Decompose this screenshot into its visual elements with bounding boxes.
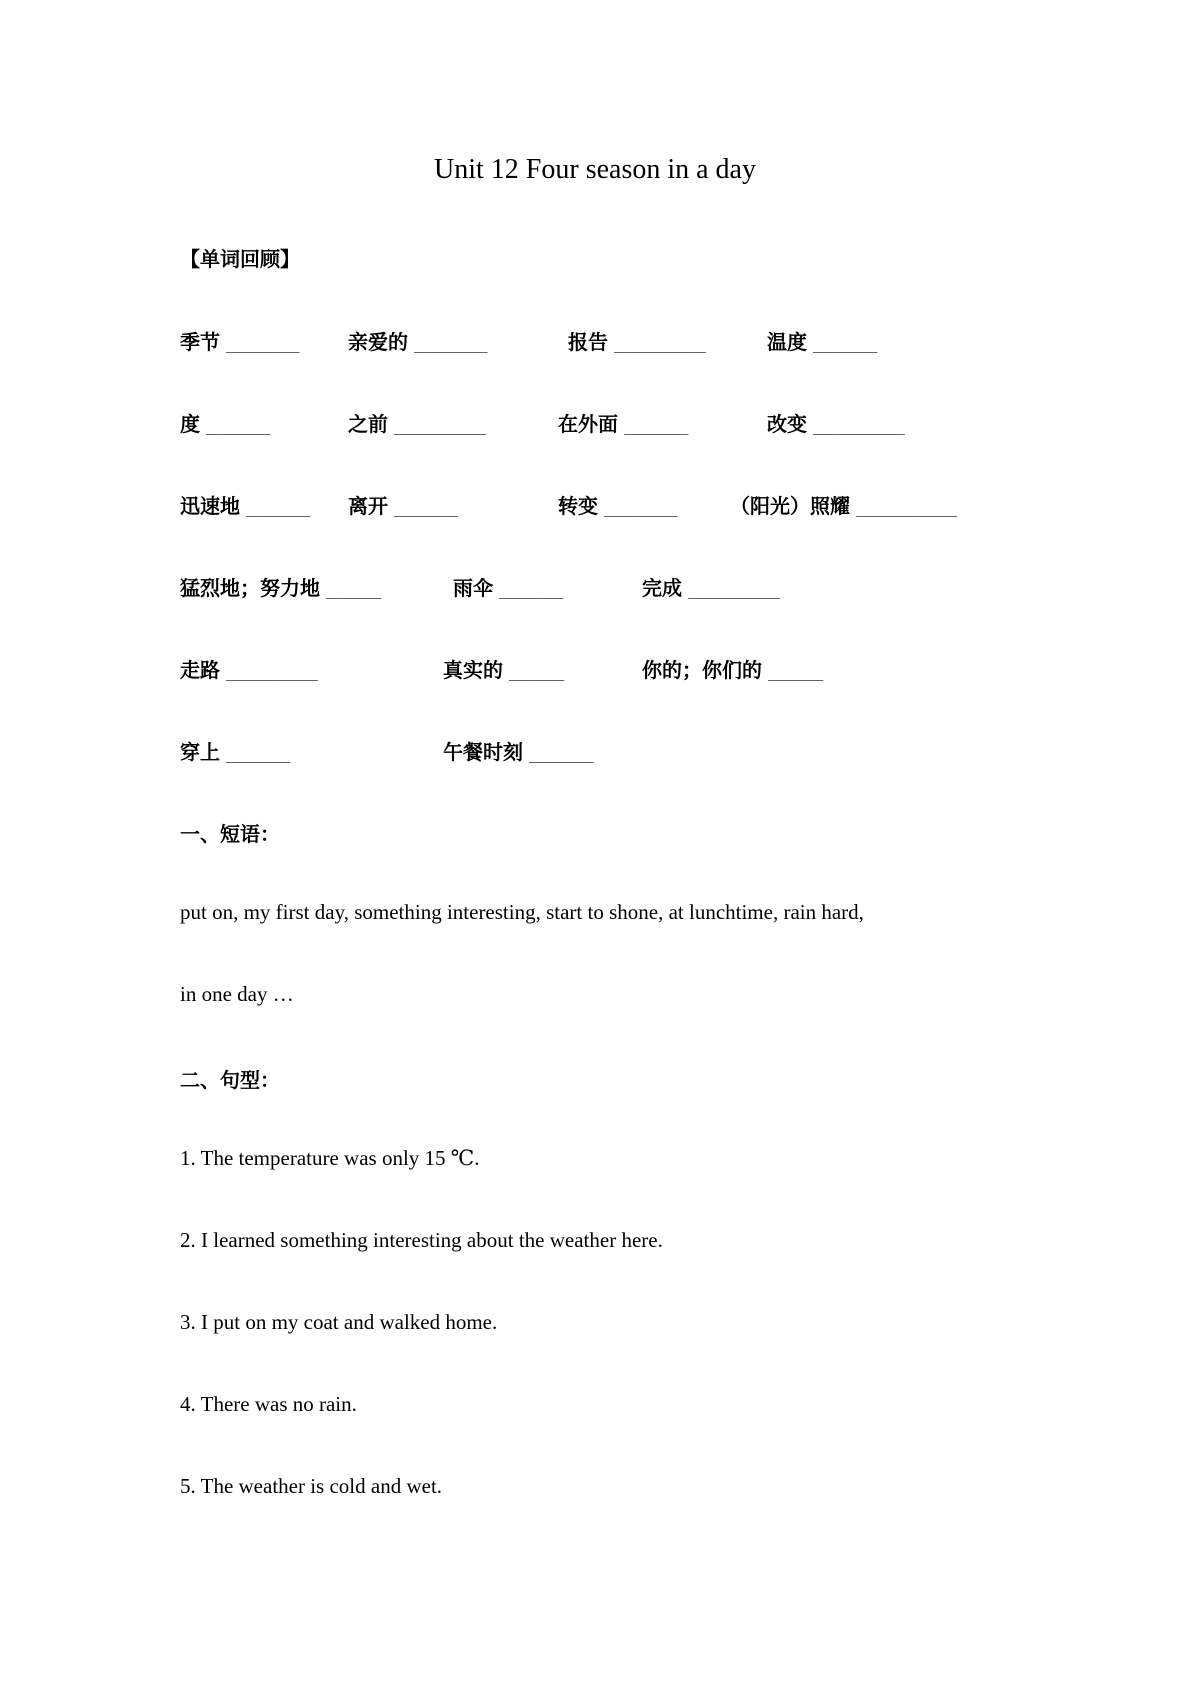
vocab-item	[767, 326, 877, 355]
phrases-heading: 一、短语：	[180, 822, 280, 846]
vocab-item	[443, 736, 593, 765]
sentences-heading: 二、句型：	[180, 1068, 280, 1092]
vocab-item	[180, 736, 290, 765]
vocab-blank: _______	[813, 334, 877, 353]
vocab-label: 猛烈地；努力地	[180, 576, 320, 600]
vocab-blank: ________	[226, 334, 300, 353]
vocab-blank: _______	[394, 498, 458, 517]
vocab-label: 改变	[767, 412, 807, 436]
vocab-blank: ___________	[856, 498, 957, 517]
vocab-item	[558, 408, 688, 437]
vocab-blank: _______	[246, 498, 310, 517]
vocab-blank: ________	[604, 498, 678, 517]
vocab-item	[642, 654, 823, 683]
vocab-blank: ________	[414, 334, 488, 353]
vocab-blank: __________	[688, 580, 780, 599]
vocab-item	[180, 654, 317, 683]
vocab-item	[180, 326, 299, 355]
vocab-blank: _______	[206, 416, 270, 435]
vocab-item	[568, 326, 705, 355]
vocab-item	[348, 408, 485, 437]
vocab-blank: _______	[226, 744, 290, 763]
sentence-item: 2. I learned something interesting about the weather here.	[180, 1228, 663, 1252]
vocab-label: 午餐时刻	[443, 740, 523, 764]
vocab-item	[443, 654, 564, 683]
vocab-blank: _______	[529, 744, 593, 763]
vocab-label: 迅速地	[180, 494, 240, 518]
vocab-label: 真实的	[443, 658, 503, 682]
vocab-label: 在外面	[558, 412, 618, 436]
vocab-label: 季节	[180, 330, 220, 354]
sentence-item: 3. I put on my coat and walked home.	[180, 1310, 498, 1334]
vocab-item	[180, 408, 270, 437]
vocab-item	[348, 490, 458, 519]
vocab-item	[767, 408, 904, 437]
vocab-label: 温度	[767, 330, 807, 354]
vocab-item	[348, 326, 487, 355]
vocab-label: 走路	[180, 658, 220, 682]
vocab-label: 穿上	[180, 740, 220, 764]
vocab-label: 亲爱的	[348, 330, 408, 354]
vocab-item	[453, 572, 563, 601]
vocab-blank: __________	[226, 662, 318, 681]
sentence-item: 1. The temperature was only 15 ℃.	[180, 1146, 480, 1170]
vocab-item	[730, 490, 956, 519]
vocab-label: 度	[180, 412, 200, 436]
vocab-label: 之前	[348, 412, 388, 436]
vocab-blank: __________	[813, 416, 905, 435]
sentence-item: 4. There was no rain.	[180, 1392, 357, 1416]
vocab-label: 离开	[348, 494, 388, 518]
phrase-line: put on, my first day, something interesting, start to shone, at lunchtime, rain hard,	[180, 900, 864, 924]
word-review-heading: 【单词回顾】	[180, 247, 300, 271]
vocab-label: 雨伞	[453, 576, 493, 600]
vocab-label: 报告	[568, 330, 608, 354]
vocab-label: （阳光）照耀	[730, 494, 850, 518]
sentence-item: 5. The weather is cold and wet.	[180, 1474, 443, 1498]
vocab-blank: ______	[326, 580, 381, 599]
vocab-label: 转变	[558, 494, 598, 518]
vocab-blank: ______	[509, 662, 564, 681]
vocab-blank: __________	[394, 416, 486, 435]
vocab-item	[642, 572, 779, 601]
vocab-item	[180, 572, 381, 601]
vocab-item	[180, 490, 310, 519]
vocab-label: 你的；你们的	[642, 658, 762, 682]
vocab-blank: _______	[499, 580, 563, 599]
phrase-line: in one day …	[180, 982, 294, 1006]
vocab-label: 完成	[642, 576, 682, 600]
vocab-blank: ______	[768, 662, 823, 681]
vocab-blank: _______	[624, 416, 688, 435]
page-title: Unit 12 Four season in a day	[434, 154, 756, 185]
vocab-blank: __________	[614, 334, 706, 353]
vocab-item	[558, 490, 677, 519]
